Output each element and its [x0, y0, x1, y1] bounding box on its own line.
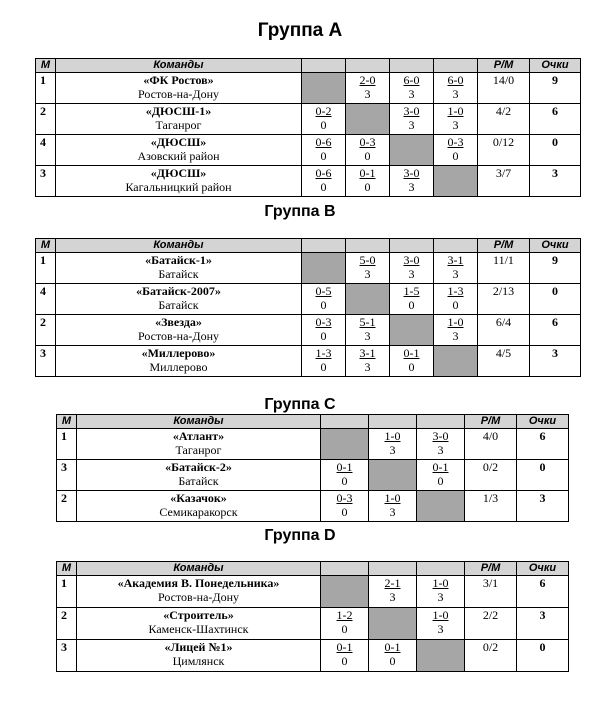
team-name: «ДЮСШ-1» [145, 104, 212, 118]
match-cell [346, 73, 390, 104]
match-score: 1-0 [432, 576, 449, 590]
self-match-cell [321, 429, 369, 460]
match-score: 0-3 [447, 135, 464, 149]
header-blank [321, 415, 369, 429]
place-cell: 3 [57, 640, 77, 672]
match-score: 1-5 [403, 284, 420, 298]
match-cell [302, 166, 346, 197]
place-cell: 4 [36, 135, 56, 166]
match-points: 0 [341, 654, 348, 668]
match-points: 3 [452, 267, 459, 281]
match-cell [369, 429, 417, 460]
team-city: Кагальницкий район [125, 180, 232, 194]
match-points: 3 [389, 505, 396, 519]
goals-cell: 0/2 [465, 640, 517, 672]
match-score: 0-1 [384, 640, 401, 654]
match-points: 3 [408, 118, 415, 132]
points-cell: 0 [530, 135, 581, 166]
header-blank [369, 415, 417, 429]
team-name: «ФК Ростов» [143, 73, 214, 87]
goals-cell: 0/2 [465, 460, 517, 491]
table-row [57, 460, 569, 491]
header-row [36, 239, 581, 253]
match-cell [302, 284, 346, 315]
team-city: Семикаракорск [159, 505, 238, 519]
match-cell [417, 429, 465, 460]
match-points: 3 [389, 590, 396, 604]
match-score: 3-0 [432, 429, 449, 443]
team-cell [56, 253, 302, 284]
goals-cell: 14/0 [478, 73, 530, 104]
match-points: 0 [389, 654, 396, 668]
team-name: «Лицей №1» [164, 640, 233, 654]
match-points: 0 [320, 149, 327, 163]
goals-cell: 3/7 [478, 166, 530, 197]
header-blank [417, 562, 465, 576]
table-row [36, 346, 581, 377]
team-city: Ростов-на-Дону [157, 590, 240, 604]
header-blank [302, 59, 346, 73]
team-cell [56, 284, 302, 315]
header-rm: Р/М [465, 562, 517, 576]
team-city: Каменск-Шахтинск [148, 622, 249, 636]
match-score: 1-0 [384, 429, 401, 443]
match-cell [346, 135, 390, 166]
match-points: 3 [437, 590, 444, 604]
place-cell: 3 [57, 460, 77, 491]
points-cell: 0 [517, 640, 569, 672]
match-cell [434, 253, 478, 284]
self-match-cell [346, 284, 390, 315]
place-cell: 3 [36, 166, 56, 197]
table-row [36, 135, 581, 166]
points-cell: 3 [517, 608, 569, 640]
header-points: Очки [517, 562, 569, 576]
match-points: 3 [364, 360, 371, 374]
match-cell [321, 491, 369, 522]
header-teams: Команды [77, 415, 321, 429]
team-city: Таганрог [175, 443, 222, 457]
goals-cell: 3/1 [465, 576, 517, 608]
group-table [35, 58, 581, 197]
team-city: Азовский район [137, 149, 220, 163]
match-score: 0-3 [359, 135, 376, 149]
table-row [36, 73, 581, 104]
team-cell [56, 166, 302, 197]
match-cell [321, 608, 369, 640]
team-cell [77, 608, 321, 640]
match-score: 0-6 [315, 135, 332, 149]
match-score: 1-0 [447, 315, 464, 329]
table-row [57, 429, 569, 460]
match-score: 0-1 [359, 166, 376, 180]
match-cell [369, 491, 417, 522]
group-title: Группа С [264, 396, 336, 413]
place-cell: 2 [36, 104, 56, 135]
header-rm: Р/М [478, 239, 530, 253]
match-points: 0 [341, 505, 348, 519]
match-cell [417, 576, 465, 608]
match-cell [346, 346, 390, 377]
table-row [36, 166, 581, 197]
match-points: 0 [364, 149, 371, 163]
match-points: 3 [452, 118, 459, 132]
points-cell: 3 [517, 491, 569, 522]
place-cell: 2 [57, 608, 77, 640]
team-name: «Строитель» [163, 608, 234, 622]
header-blank [390, 239, 434, 253]
self-match-cell [434, 346, 478, 377]
match-score: 0-1 [403, 346, 420, 360]
table-row [36, 104, 581, 135]
team-cell [56, 315, 302, 346]
match-score: 2-0 [359, 73, 376, 87]
goals-cell: 1/3 [465, 491, 517, 522]
match-score: 1-0 [384, 491, 401, 505]
header-row [57, 562, 569, 576]
group-title: Группа D [264, 527, 336, 544]
self-match-cell [346, 104, 390, 135]
group-title: Группа В [264, 203, 336, 220]
match-points: 0 [364, 180, 371, 194]
goals-cell: 4/2 [478, 104, 530, 135]
header-row [36, 59, 581, 73]
match-score: 1-0 [432, 608, 449, 622]
header-place: М [57, 562, 77, 576]
match-cell [434, 135, 478, 166]
match-cell [302, 104, 346, 135]
match-cell [434, 73, 478, 104]
group-table [56, 414, 569, 522]
match-cell [390, 284, 434, 315]
match-points: 3 [408, 87, 415, 101]
match-points: 0 [437, 474, 444, 488]
match-points: 0 [320, 180, 327, 194]
match-cell [369, 576, 417, 608]
team-name: «ДЮСШ» [150, 135, 207, 149]
match-points: 3 [437, 622, 444, 636]
match-score: 0-1 [432, 460, 449, 474]
team-cell [77, 460, 321, 491]
match-cell [369, 640, 417, 672]
table-row [36, 284, 581, 315]
match-cell [346, 253, 390, 284]
team-cell [77, 640, 321, 672]
header-blank [434, 239, 478, 253]
points-cell: 0 [517, 460, 569, 491]
match-cell [434, 104, 478, 135]
match-cell [434, 315, 478, 346]
match-cell [346, 315, 390, 346]
goals-cell: 4/5 [478, 346, 530, 377]
match-score: 0-6 [315, 166, 332, 180]
header-blank [434, 59, 478, 73]
goals-cell: 4/0 [465, 429, 517, 460]
place-cell: 2 [36, 315, 56, 346]
header-blank [321, 562, 369, 576]
team-name: «Академия В. Понедельника» [117, 576, 280, 590]
team-name: «Миллерово» [141, 346, 216, 360]
table-row [36, 315, 581, 346]
match-score: 0-1 [336, 460, 353, 474]
header-points: Очки [530, 59, 581, 73]
table-row [57, 640, 569, 672]
match-score: 3-1 [359, 346, 376, 360]
match-points: 3 [437, 443, 444, 457]
self-match-cell [321, 576, 369, 608]
team-city: Цимлянск [172, 654, 225, 668]
team-name: «Атлант» [172, 429, 225, 443]
match-cell [390, 346, 434, 377]
team-name: «Звезда» [155, 315, 202, 329]
self-match-cell [417, 640, 465, 672]
match-cell [302, 315, 346, 346]
place-cell: 4 [36, 284, 56, 315]
place-cell: 3 [36, 346, 56, 377]
team-city: Батайск [158, 298, 199, 312]
points-cell: 3 [530, 166, 581, 197]
group-table [35, 238, 581, 377]
team-cell [56, 104, 302, 135]
team-name: «ДЮСШ» [150, 166, 207, 180]
header-teams: Команды [56, 59, 302, 73]
self-match-cell [390, 315, 434, 346]
goals-cell: 6/4 [478, 315, 530, 346]
place-cell: 1 [57, 429, 77, 460]
group-title: Группа А [257, 20, 343, 41]
match-points: 0 [408, 298, 415, 312]
points-cell: 3 [530, 346, 581, 377]
points-cell: 6 [530, 315, 581, 346]
match-score: 5-0 [359, 253, 376, 267]
header-points: Очки [530, 239, 581, 253]
team-city: Ростов-на-Дону [137, 87, 220, 101]
match-cell [321, 640, 369, 672]
team-name: «Батайск-2007» [136, 284, 221, 298]
match-points: 3 [364, 329, 371, 343]
match-score: 6-0 [447, 73, 464, 87]
match-points: 3 [452, 329, 459, 343]
match-points: 0 [341, 622, 348, 636]
match-score: 0-1 [336, 640, 353, 654]
match-cell [346, 166, 390, 197]
match-cell [302, 346, 346, 377]
place-cell: 1 [57, 576, 77, 608]
match-score: 0-3 [336, 491, 353, 505]
self-match-cell [390, 135, 434, 166]
match-cell [417, 460, 465, 491]
match-score: 1-3 [315, 346, 332, 360]
place-cell: 1 [36, 253, 56, 284]
match-points: 0 [320, 118, 327, 132]
goals-cell: 0/12 [478, 135, 530, 166]
match-cell [434, 284, 478, 315]
match-score: 2-1 [384, 576, 401, 590]
match-cell [390, 253, 434, 284]
header-teams: Команды [56, 239, 302, 253]
points-cell: 6 [517, 429, 569, 460]
match-score: 0-5 [315, 284, 332, 298]
team-cell [77, 491, 321, 522]
team-city: Ростов-на-Дону [137, 329, 220, 343]
match-score: 6-0 [403, 73, 420, 87]
match-cell [302, 135, 346, 166]
match-points: 0 [320, 360, 327, 374]
header-teams: Команды [77, 562, 321, 576]
team-cell [77, 576, 321, 608]
self-match-cell [302, 73, 346, 104]
points-cell: 9 [530, 73, 581, 104]
match-score: 0-2 [315, 104, 332, 118]
header-blank [369, 562, 417, 576]
header-blank [417, 415, 465, 429]
table-row [36, 253, 581, 284]
match-points: 3 [408, 267, 415, 281]
team-name: «Батайск-2» [165, 460, 232, 474]
team-cell [56, 135, 302, 166]
group-table [56, 561, 569, 672]
table-row [57, 608, 569, 640]
team-cell [56, 346, 302, 377]
header-blank [390, 59, 434, 73]
match-score: 3-1 [447, 253, 464, 267]
header-place: М [57, 415, 77, 429]
table-row [57, 491, 569, 522]
self-match-cell [302, 253, 346, 284]
place-cell: 2 [57, 491, 77, 522]
match-points: 3 [389, 443, 396, 457]
match-points: 0 [320, 329, 327, 343]
self-match-cell [369, 460, 417, 491]
goals-cell: 2/13 [478, 284, 530, 315]
self-match-cell [417, 491, 465, 522]
header-row [57, 415, 569, 429]
match-cell [417, 608, 465, 640]
match-score: 5-1 [359, 315, 376, 329]
match-points: 0 [320, 298, 327, 312]
team-name: «Казачок» [170, 491, 227, 505]
header-blank [302, 239, 346, 253]
self-match-cell [434, 166, 478, 197]
header-rm: Р/М [465, 415, 517, 429]
match-points: 3 [364, 267, 371, 281]
match-cell [390, 104, 434, 135]
points-cell: 6 [530, 104, 581, 135]
match-points: 0 [408, 360, 415, 374]
match-points: 0 [452, 149, 459, 163]
team-cell [56, 73, 302, 104]
team-city: Миллерово [149, 360, 208, 374]
match-points: 3 [408, 180, 415, 194]
match-cell [321, 460, 369, 491]
place-cell: 1 [36, 73, 56, 104]
match-score: 3-0 [403, 166, 420, 180]
team-city: Батайск [158, 267, 199, 281]
self-match-cell [369, 608, 417, 640]
table-row [57, 576, 569, 608]
match-points: 0 [341, 474, 348, 488]
points-cell: 9 [530, 253, 581, 284]
goals-cell: 2/2 [465, 608, 517, 640]
match-score: 1-2 [336, 608, 353, 622]
match-points: 3 [452, 87, 459, 101]
match-score: 3-0 [403, 104, 420, 118]
match-points: 0 [452, 298, 459, 312]
header-rm: Р/М [478, 59, 530, 73]
match-cell [390, 73, 434, 104]
team-city: Батайск [178, 474, 219, 488]
match-score: 1-0 [447, 104, 464, 118]
team-city: Таганрог [155, 118, 202, 132]
header-blank [346, 59, 390, 73]
points-cell: 0 [530, 284, 581, 315]
match-cell [390, 166, 434, 197]
header-place: М [36, 59, 56, 73]
team-name: «Батайск-1» [145, 253, 212, 267]
team-cell [77, 429, 321, 460]
match-points: 3 [364, 87, 371, 101]
points-cell: 6 [517, 576, 569, 608]
goals-cell: 11/1 [478, 253, 530, 284]
header-points: Очки [517, 415, 569, 429]
header-blank [346, 239, 390, 253]
match-score: 0-3 [315, 315, 332, 329]
match-score: 3-0 [403, 253, 420, 267]
header-place: М [36, 239, 56, 253]
match-score: 1-3 [447, 284, 464, 298]
